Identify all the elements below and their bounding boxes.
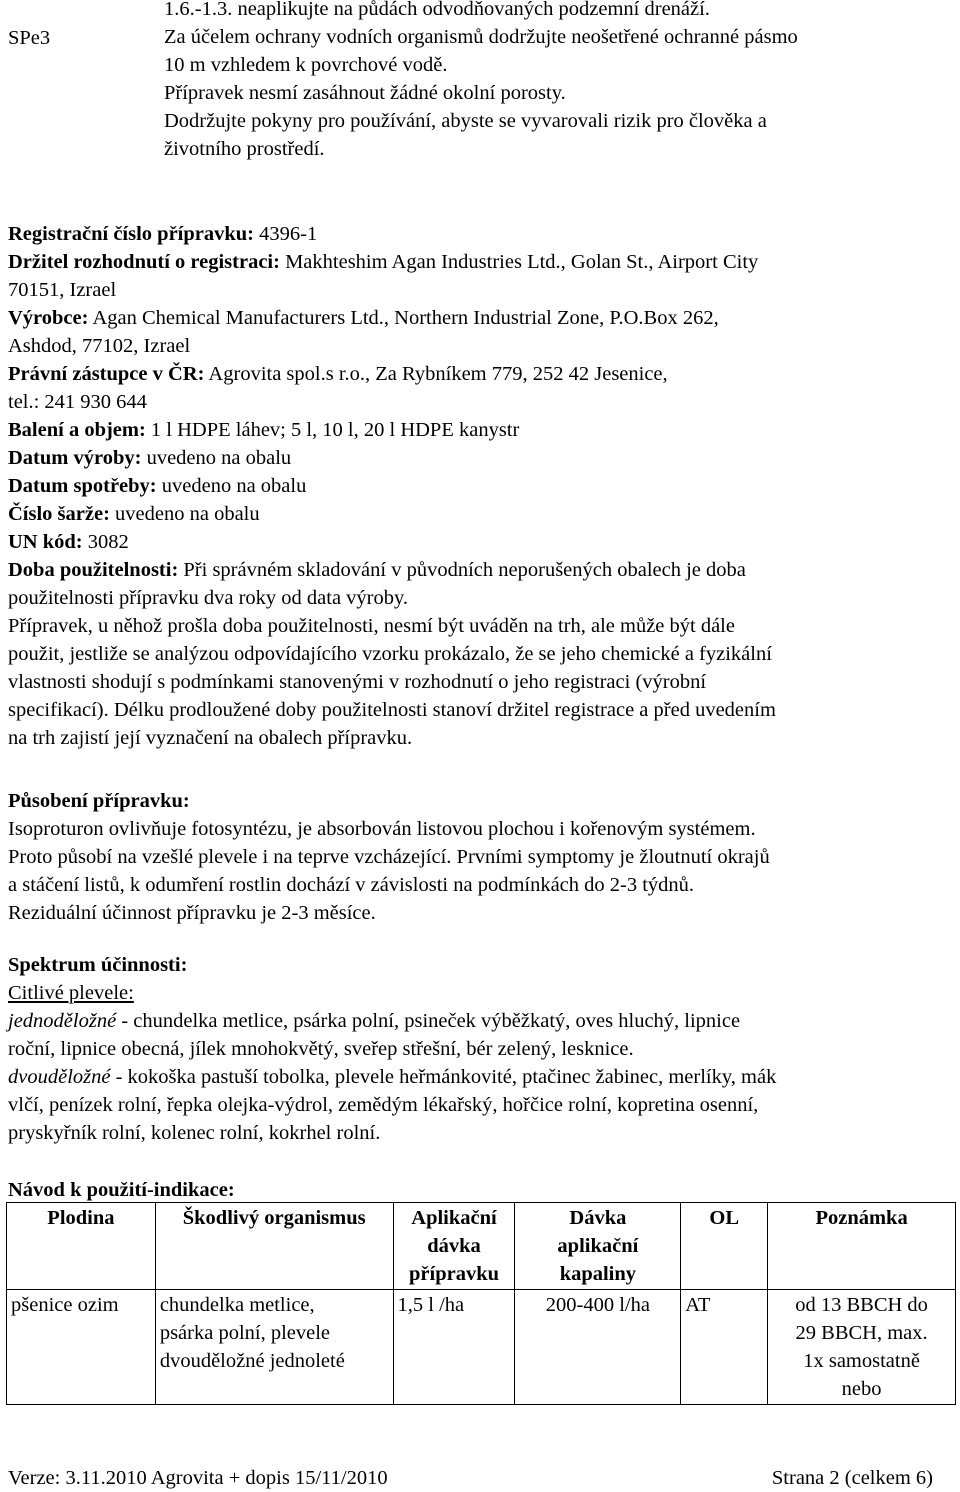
footer-version: Verze: 3.11.2010 Agrovita + dopis 15/11/2010 [8,1467,388,1489]
footer-page-number: Strana 2 (celkem 6) [771,1467,933,1489]
packaging-label: Balení a objem: [8,419,146,441]
production-date-value: uvedeno na obalu [141,447,292,469]
header-note: Poznámka [768,1203,956,1290]
spe-line: 10 m vzhledem k povrchové vodě. [164,54,448,76]
shelf-life-paragraph-line: na trh zajistí její vyznačení na obalech přípravku. [8,727,413,749]
shelf-life-paragraph-line: použit, jestliže se analýzou odpovídajícího vzorku prokázalo, že se jeho chemické a fyzikální [8,643,772,665]
registration-value: 4396-1 [254,223,318,245]
header-crop: Plodina [7,1203,156,1290]
usage-table [6,1202,956,1405]
usage-heading: Návod k použití-indikace: [8,1179,235,1201]
cell-dose: 1,5 l /ha [393,1290,515,1405]
production-date-label: Datum výroby: [8,447,142,469]
shelf-life-paragraph-line: Přípravek, u něhož prošla doba použitelnosti, nesmí být uváděn na trh, ale může být dále [8,615,735,637]
batch-label: Číslo šarže: [8,503,110,525]
batch-value: uvedeno na obalu [109,503,260,525]
spectrum-heading: Spektrum účinnosti: [8,954,188,976]
product-info [8,220,953,752]
monocot-label: jednoděložné [8,1010,117,1032]
spe-line: Přípravek nesmí zasáhnout žádné okolní porosty. [164,82,566,104]
holder-label: Držitel rozhodnutí o registraci: [8,251,280,273]
cell-pest: chundelka metlice, psárka polní, plevele dvouděložné jednoleté [155,1290,393,1405]
header-liquid: Dávka aplikační kapaliny [515,1203,681,1290]
table-header-row [7,1203,956,1290]
cell-note: od 13 BBCH do 29 BBCH, max. 1x samostatně nebo [768,1290,956,1405]
action-heading: Působení přípravku: [8,790,190,812]
action-line: Isoproturon ovlivňuje fotosyntézu, je absorbován listovou plochou i kořenovým systémem. [8,818,756,840]
un-code-label: UN kód: [8,531,83,553]
spe-line: 1.6.-1.3. neaplikujte na půdách odvodňovaných podzemní drenáží. [164,0,710,20]
expiry-date-label: Datum spotřeby: [8,475,157,497]
shelf-life-value: Při správném skladování v původních neporušených obalech je doba [178,559,746,581]
shelf-life-paragraph-line: vlastnosti shodují s podmínkami stanovenými v rozhodnutí o jeho registraci (výrobní [8,671,707,693]
spe-instructions [164,0,954,163]
monocot-text: - chundelka metlice, psárka polní, psineček výběžkatý, oves hluchý, lipnice [116,1010,741,1032]
manufacturer-value: Agan Chemical Manufacturers Ltd., Northern Industrial Zone, P.O.Box 262, [88,307,719,329]
table-row [7,1290,956,1405]
cell-liquid: 200-400 l/ha [515,1290,681,1405]
shelf-life-value-cont: použitelnosti přípravku dva roky od data výroby. [8,587,409,609]
packaging-value: 1 l HDPE láhev; 5 l, 10 l, 20 l HDPE kanystr [145,419,520,441]
action-line: Proto působí na vzešlé plevele i na teprve vzcházející. Prvními symptomy je žloutnutí okrajů [8,846,770,868]
dicot-label: dvouděložné [8,1066,111,1088]
manufacturer-value-cont: Ashdod, 77102, Izrael [8,335,191,357]
action-section [8,787,953,927]
header-dose: Aplikační dávka přípravku [393,1203,515,1290]
legal-rep-value: Agrovita spol.s r.o., Za Rybníkem 779, 252 42 Jesenice, [204,363,668,385]
holder-value: Makhteshim Agan Industries Ltd., Golan St., Airport City [279,251,759,273]
spe-line: Za účelem ochrany vodních organismů dodržujte neošetřené ochranné pásmo [164,26,798,48]
cell-ol: AT [681,1290,768,1405]
un-code-value: 3082 [82,531,129,553]
action-line: Reziduální účinnost přípravku je 2-3 měsíce. [8,902,376,924]
action-line: a stáčení listů, k odumření rostlin dochází v závislosti na podmínkách do 2-3 týdnů. [8,874,695,896]
header-pest: Škodlivý organismus [155,1203,393,1290]
legal-rep-label: Právní zástupce v ČR: [8,363,205,385]
legal-rep-phone: tel.: 241 930 644 [8,391,147,413]
spe-line: životního prostředí. [164,138,325,160]
shelf-life-label: Doba použitelnosti: [8,559,179,581]
dicot-text-cont: pryskyřník rolní, kolenec rolní, kokrhel rolní. [8,1122,381,1144]
registration-label: Registrační číslo přípravku: [8,223,254,245]
dicot-text: - kokoška pastuší tobolka, plevele heřmánkovité, ptačinec žabinec, merlíky, mák [110,1066,777,1088]
expiry-date-value: uvedeno na obalu [156,475,307,497]
spectrum-section [8,951,953,1147]
spe-code: SPe3 [8,27,51,49]
cell-crop: pšenice ozim [7,1290,156,1405]
monocot-text-cont: roční, lipnice obecná, jílek mnohokvětý, sveřep střešní, bér zelený, lesknice. [8,1038,634,1060]
manufacturer-label: Výrobce: [8,307,89,329]
sensitive-weeds-label: Citlivé plevele: [8,982,134,1004]
header-ol: OL [681,1203,768,1290]
spe-line: Dodržujte pokyny pro používání, abyste se vyvarovali rizik pro člověka a [164,110,767,132]
dicot-text-cont: vlčí, penízek rolní, řepka olejka-výdrol, zemědým lékařský, hořčice rolní, kopretina osenní, [8,1094,759,1116]
shelf-life-paragraph-line: specifikací). Délku prodloužené doby použitelnosti stanoví držitel registrace a před uvedením [8,699,776,721]
holder-value-cont: 70151, Izrael [8,279,117,301]
